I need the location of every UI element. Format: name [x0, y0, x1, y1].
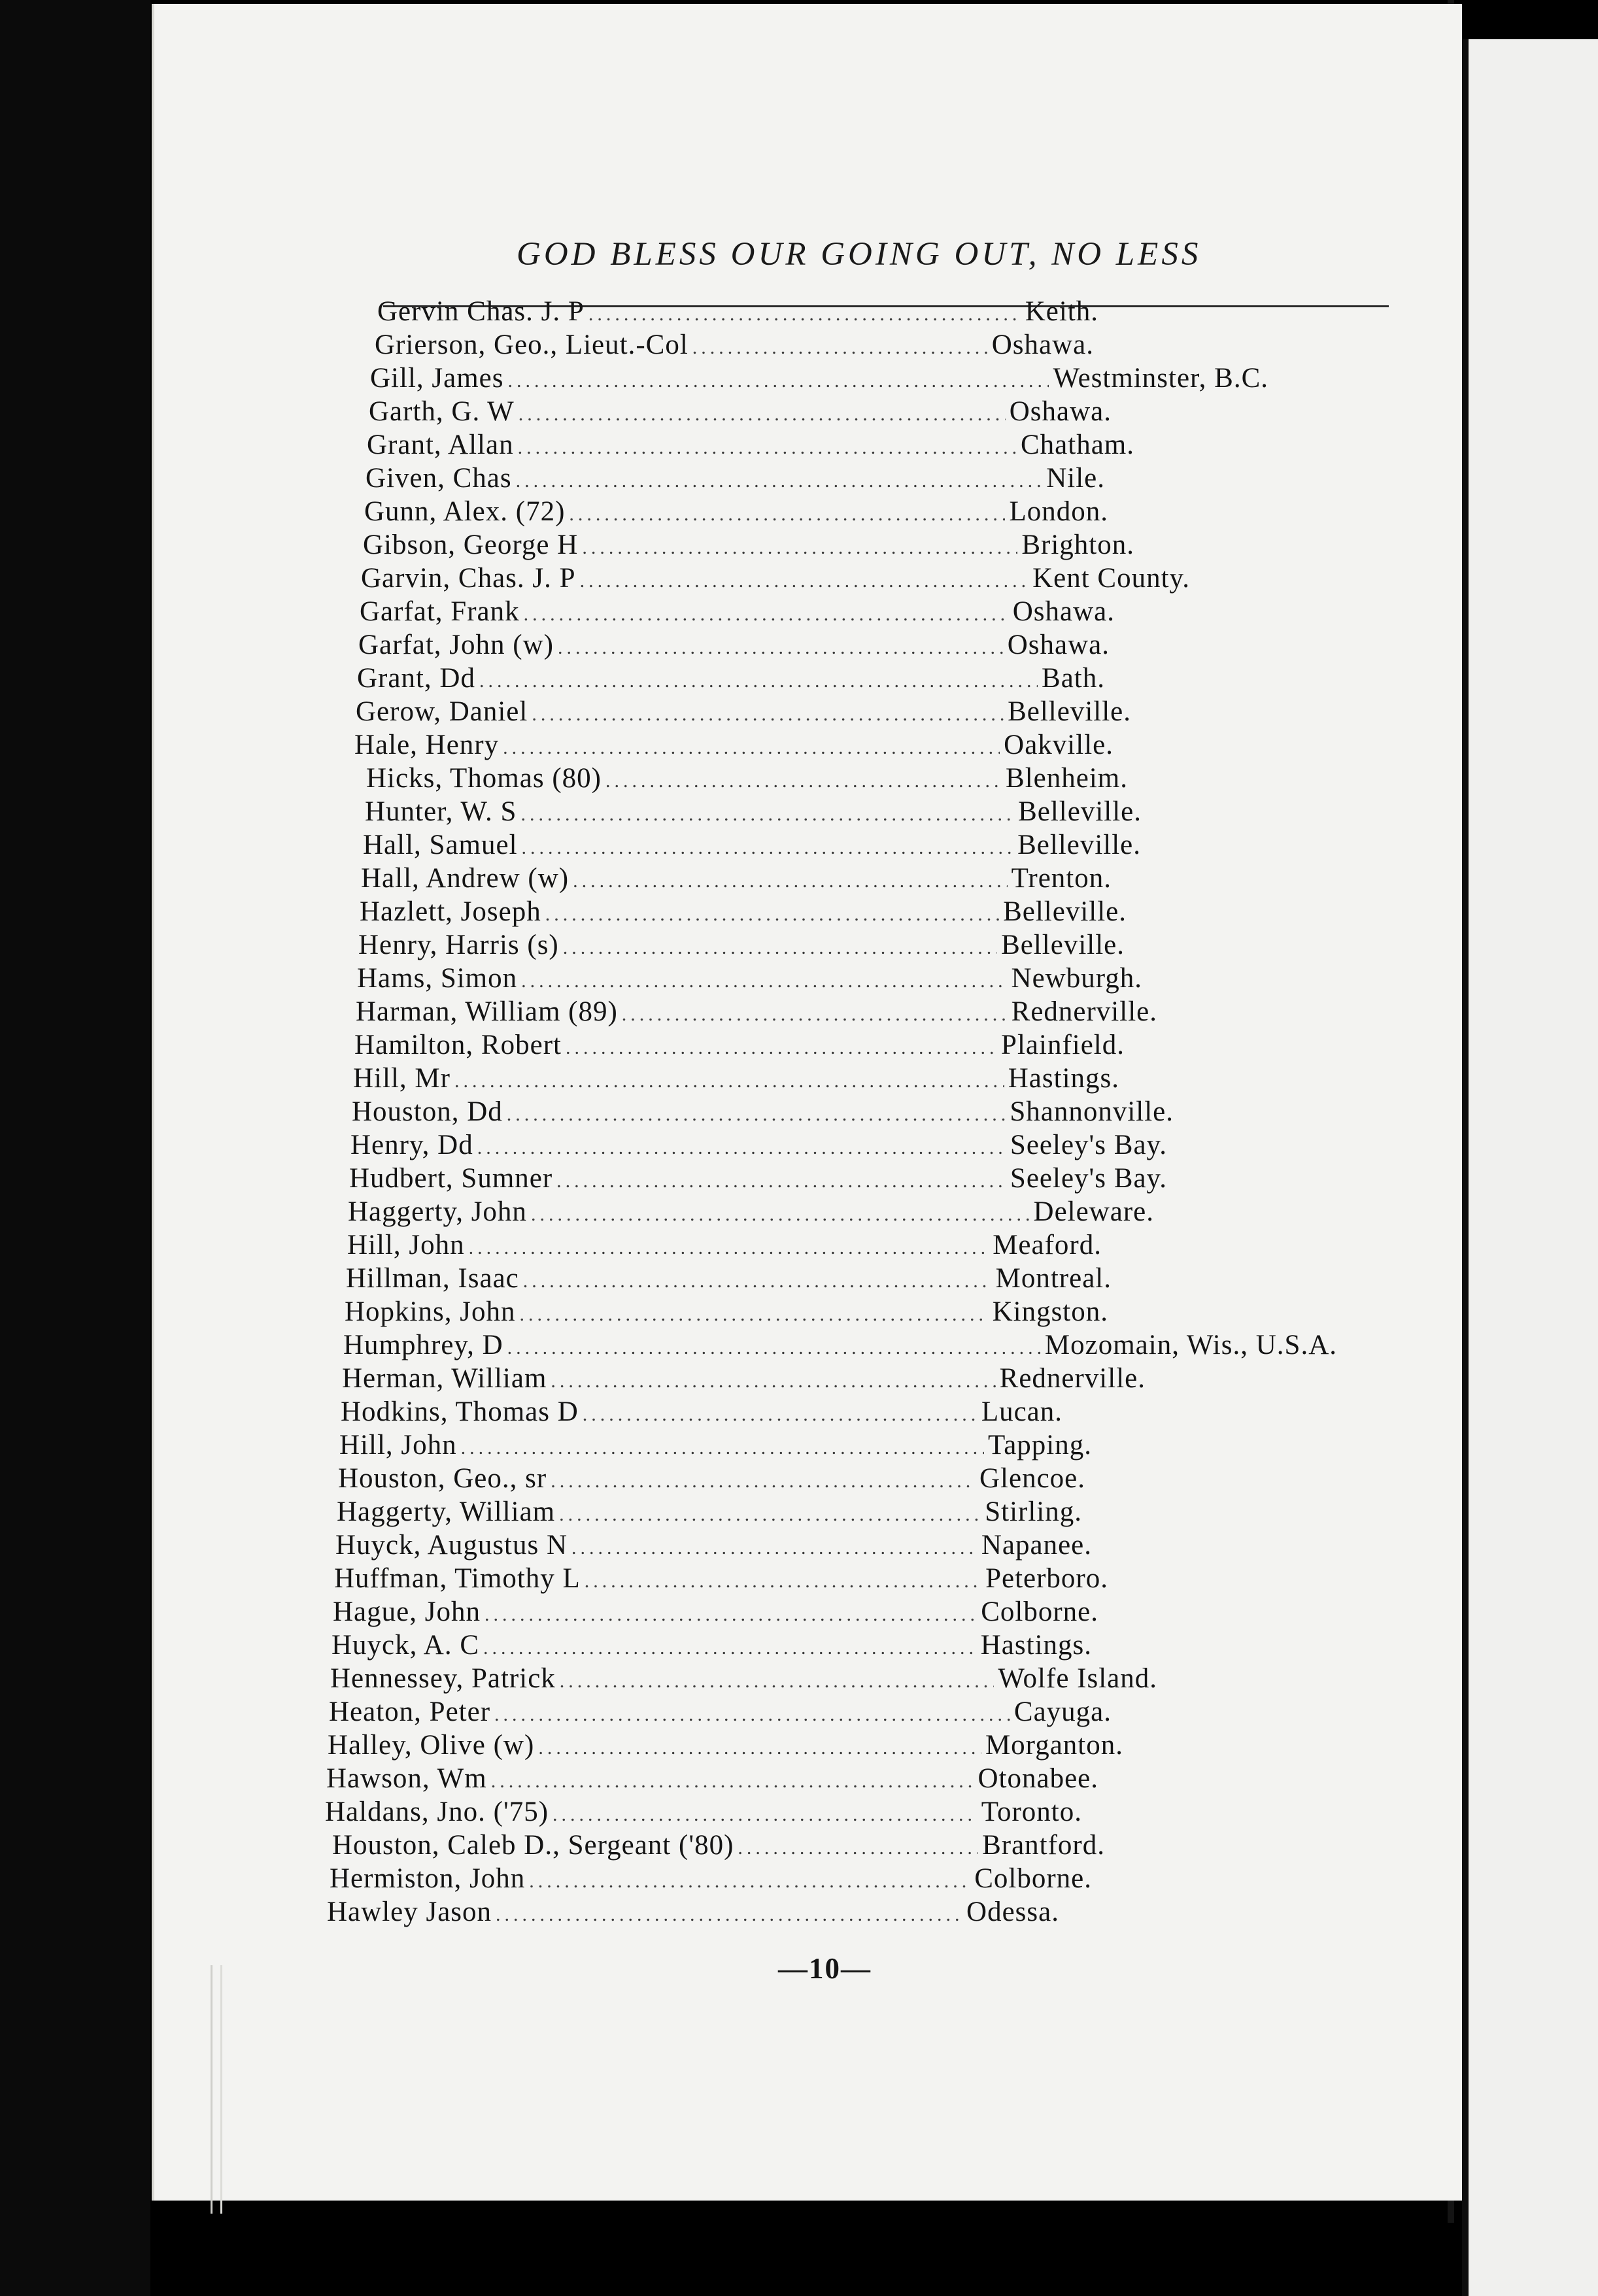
dot-leader [582, 537, 1017, 559]
dot-leader [477, 1137, 1006, 1159]
list-entry [364, 496, 1108, 529]
entry-name: Hodkins, Thomas D [341, 1396, 579, 1427]
list-entry [361, 862, 1112, 896]
list-entry [332, 1629, 1092, 1663]
list-entry [333, 1596, 1098, 1629]
list-entry [357, 662, 1105, 696]
entry-name: Harman, William (89) [356, 996, 618, 1027]
dot-leader [479, 670, 1038, 692]
dot-leader [585, 1570, 981, 1593]
list-entry [352, 1096, 1174, 1129]
entry-place: Belleville. [1018, 796, 1142, 827]
dot-leader [524, 603, 1009, 626]
entry-place: Colborne. [981, 1596, 1098, 1627]
dot-leader [496, 1904, 962, 1926]
dot-leader [571, 1537, 978, 1559]
entry-name: Grierson, Geo., Lieut.-Col [375, 329, 688, 360]
dot-leader [556, 1170, 1006, 1192]
entry-place: Bath. [1042, 663, 1105, 694]
dot-leader [507, 370, 1049, 392]
entry-name: Heaton, Peter [329, 1697, 491, 1727]
entry-place: Toronto. [981, 1797, 1082, 1827]
entry-place: Stirling. [985, 1496, 1082, 1527]
list-entry [348, 1196, 1154, 1229]
entry-name: Hague, John [333, 1596, 481, 1627]
list-entry [354, 729, 1114, 762]
entry-name: Hopkins, John [345, 1296, 516, 1327]
entry-place: Shannonville. [1010, 1096, 1174, 1127]
entry-place: Oshawa. [1012, 596, 1115, 627]
entry-place: Seeley's Bay. [1010, 1163, 1167, 1194]
entry-name: Henry, Dd [350, 1130, 473, 1160]
entry-place: Hastings. [1008, 1063, 1119, 1094]
entry-place: Rednerville. [999, 1363, 1146, 1394]
dot-leader [519, 1304, 988, 1326]
entry-name: Garvin, Chas. J. P [361, 563, 576, 594]
dot-leader [580, 570, 1029, 592]
list-entry [369, 396, 1112, 429]
list-entry [366, 462, 1105, 496]
page-stack-edge [211, 1965, 222, 2214]
entry-place: Cayuga. [1013, 1697, 1112, 1727]
dot-leader [522, 837, 1014, 859]
dot-leader [454, 1070, 1004, 1092]
entry-place: Plainfield. [1001, 1030, 1125, 1060]
list-entry [354, 1029, 1125, 1062]
entry-place: Belleville. [1001, 930, 1125, 960]
entry-place: Wolfe Island. [998, 1663, 1157, 1694]
dot-leader [491, 1770, 974, 1793]
entry-name: Hill, Mr [353, 1063, 450, 1094]
list-entry [375, 329, 1094, 362]
dot-leader [563, 937, 997, 959]
entry-place: Montreal. [995, 1263, 1112, 1294]
dot-leader [520, 803, 1014, 826]
list-entry [337, 1496, 1082, 1529]
list-entry [367, 429, 1134, 462]
entry-place: Rednerville. [1011, 996, 1157, 1027]
entry-place: Colborne. [974, 1863, 1092, 1894]
entry-name: Hale, Henry [354, 730, 500, 760]
entry-name: Haggerty, William [337, 1496, 556, 1527]
dot-leader [529, 1870, 970, 1893]
list-entry [335, 1529, 1092, 1562]
dot-leader [622, 1004, 1008, 1026]
dot-leader [507, 1337, 1041, 1359]
list-entry [356, 696, 1131, 729]
entry-place: Napanee. [981, 1530, 1092, 1561]
entry-name: Hawson, Wm [326, 1763, 487, 1794]
entry-name: Garth, G. W [369, 396, 515, 427]
entry-name: Gibson, George H [363, 530, 579, 560]
entry-place: Keith. [1025, 296, 1098, 327]
list-entry [330, 1863, 1092, 1896]
list-entry [334, 1562, 1108, 1596]
list-entry [338, 1462, 1085, 1496]
entry-name: Hillman, Isaac [346, 1263, 519, 1294]
dot-leader [545, 903, 999, 926]
entry-name: Huffman, Timothy L [334, 1563, 581, 1594]
entry-name: Herman, William [342, 1363, 547, 1394]
entry-name: Houston, Caleb D., Sergeant ('80) [332, 1830, 734, 1861]
list-entry [377, 295, 1098, 329]
list-entry [356, 996, 1157, 1029]
running-head: GOD BLESS OUR GOING OUT, NO LESS [517, 236, 1202, 273]
entry-name: Garfat, Frank [360, 596, 520, 627]
entry-name: Haggerty, John [348, 1196, 527, 1227]
list-entry [330, 1663, 1157, 1696]
list-entry [365, 796, 1142, 829]
entry-place: Brantford. [982, 1830, 1105, 1861]
entry-place: Belleville. [1008, 696, 1131, 727]
entry-name: Humphrey, D [343, 1330, 503, 1360]
list-entry [366, 762, 1128, 796]
entry-place: Trenton. [1011, 863, 1112, 894]
entry-place: Kent County. [1032, 563, 1190, 594]
entry-place: Blenheim. [1006, 763, 1128, 794]
entry-name: Hall, Samuel [363, 830, 518, 860]
list-entry [329, 1696, 1112, 1729]
entry-place: London. [1009, 496, 1108, 527]
list-entry [327, 1896, 1059, 1929]
list-entry [339, 1429, 1092, 1462]
entry-name: Hennessey, Patrick [330, 1663, 556, 1694]
entry-place: Nile. [1046, 463, 1105, 494]
list-entry [349, 1162, 1167, 1196]
dot-leader [518, 437, 1017, 459]
entry-place: Meaford. [993, 1230, 1102, 1260]
list-entry [328, 1729, 1123, 1763]
dot-leader [583, 1404, 978, 1426]
list-entry [332, 1829, 1105, 1863]
dot-leader [483, 1637, 977, 1659]
list-entry [358, 629, 1110, 662]
entry-place: Belleville. [1017, 830, 1141, 860]
name-list [0, 295, 1452, 1929]
list-entry [346, 1262, 1112, 1296]
entry-name: Hicks, Thomas (80) [366, 763, 602, 794]
dot-leader [538, 1737, 981, 1759]
dot-leader [551, 1470, 976, 1493]
entry-place: Kingston. [992, 1296, 1108, 1327]
dot-leader [559, 1504, 981, 1526]
list-entry [342, 1362, 1146, 1396]
entry-name: Gill, James [370, 363, 504, 394]
list-entry [353, 1062, 1119, 1096]
entry-place: Otonabee. [978, 1763, 1098, 1794]
dot-leader [531, 1204, 1030, 1226]
entry-place: Oakville. [1004, 730, 1114, 760]
page-number: —10— [778, 1952, 872, 1985]
entry-place: Tapping. [987, 1430, 1092, 1460]
list-entry [363, 829, 1141, 862]
dot-leader [532, 703, 1004, 726]
entry-place: Belleville. [1003, 896, 1127, 927]
entry-place: Morganton. [985, 1730, 1123, 1761]
entry-place: Chatham. [1021, 430, 1134, 460]
entry-name: Houston, Dd [352, 1096, 503, 1127]
list-entry [363, 529, 1134, 562]
dot-leader [494, 1704, 1010, 1726]
list-entry [347, 1229, 1102, 1262]
entry-place: Seeley's Bay. [1010, 1130, 1167, 1160]
list-entry [341, 1396, 1062, 1429]
entry-place: Brighton. [1021, 530, 1134, 560]
list-entry [360, 896, 1127, 929]
dot-leader [552, 1804, 978, 1826]
dot-leader [558, 637, 1004, 659]
entry-name: Hazlett, Joseph [360, 896, 541, 927]
entry-place: Oshawa. [1007, 630, 1110, 660]
dot-leader [573, 870, 1008, 892]
entry-name: Gervin Chas. J. P [377, 296, 585, 327]
list-entry [358, 929, 1125, 962]
entry-name: Gerow, Daniel [356, 696, 528, 727]
dot-leader [569, 503, 1005, 526]
list-entry [350, 1129, 1167, 1162]
entry-name: Henry, Harris (s) [358, 930, 559, 960]
entry-name: Hill, John [339, 1430, 457, 1460]
entry-name: Hawley Jason [327, 1897, 492, 1927]
entry-name: Hams, Simon [357, 963, 518, 994]
dot-leader [560, 1670, 994, 1693]
entry-name: Given, Chas [366, 463, 512, 494]
entry-name: Houston, Geo., sr [338, 1463, 547, 1494]
dot-leader [461, 1437, 984, 1459]
entry-place: Newburgh. [1011, 963, 1142, 994]
entry-name: Hudbert, Sumner [349, 1163, 553, 1194]
dot-leader [484, 1604, 977, 1626]
entry-name: Garfat, John (w) [358, 630, 554, 660]
entry-name: Haldans, Jno. ('75) [325, 1797, 549, 1827]
list-entry [343, 1329, 1337, 1362]
entry-name: Huyck, Augustus N [335, 1530, 568, 1561]
dot-leader [566, 1037, 997, 1059]
entry-place: Hastings. [980, 1630, 1092, 1661]
list-entry [325, 1796, 1082, 1829]
entry-name: Hill, John [347, 1230, 465, 1260]
entry-place: Deleware. [1033, 1196, 1154, 1227]
list-entry [361, 562, 1190, 596]
entry-name: Grant, Allan [367, 430, 514, 460]
entry-name: Huyck, A. C [332, 1630, 479, 1661]
entry-place: Oshawa. [991, 329, 1094, 360]
dot-leader [523, 1270, 992, 1292]
list-entry [370, 362, 1268, 396]
entry-place: Glencoe. [979, 1463, 1085, 1494]
entry-place: Peterboro. [985, 1563, 1108, 1594]
dot-leader [521, 970, 1007, 992]
entry-place: Mozomain, Wis., U.S.A. [1044, 1330, 1337, 1360]
dot-leader [516, 470, 1043, 492]
adjacent-page-edge [1462, 39, 1598, 2296]
entry-name: Hunter, W. S [365, 796, 517, 827]
dot-leader [605, 770, 1002, 792]
entry-place: Oshawa. [1009, 396, 1112, 427]
entry-name: Hermiston, John [330, 1863, 526, 1894]
entry-place: Lucan. [981, 1396, 1062, 1427]
entry-name: Hamilton, Robert [354, 1030, 562, 1060]
entry-name: Grant, Dd [357, 663, 475, 694]
list-entry [357, 962, 1142, 996]
dot-leader [692, 337, 988, 359]
dot-leader [469, 1237, 989, 1259]
dot-leader [503, 737, 1000, 759]
entry-place: Odessa. [966, 1897, 1059, 1927]
dot-leader [738, 1837, 978, 1859]
list-entry [345, 1296, 1108, 1329]
list-entry [326, 1763, 1098, 1796]
dot-leader [551, 1370, 995, 1393]
entry-place: Westminster, B.C. [1053, 363, 1268, 394]
dot-leader [507, 1104, 1006, 1126]
entry-name: Halley, Olive (w) [328, 1730, 535, 1761]
dot-leader [588, 303, 1021, 326]
list-entry [360, 596, 1115, 629]
entry-name: Gunn, Alex. (72) [364, 496, 566, 527]
dot-leader [518, 403, 1006, 426]
entry-name: Hall, Andrew (w) [361, 863, 570, 894]
